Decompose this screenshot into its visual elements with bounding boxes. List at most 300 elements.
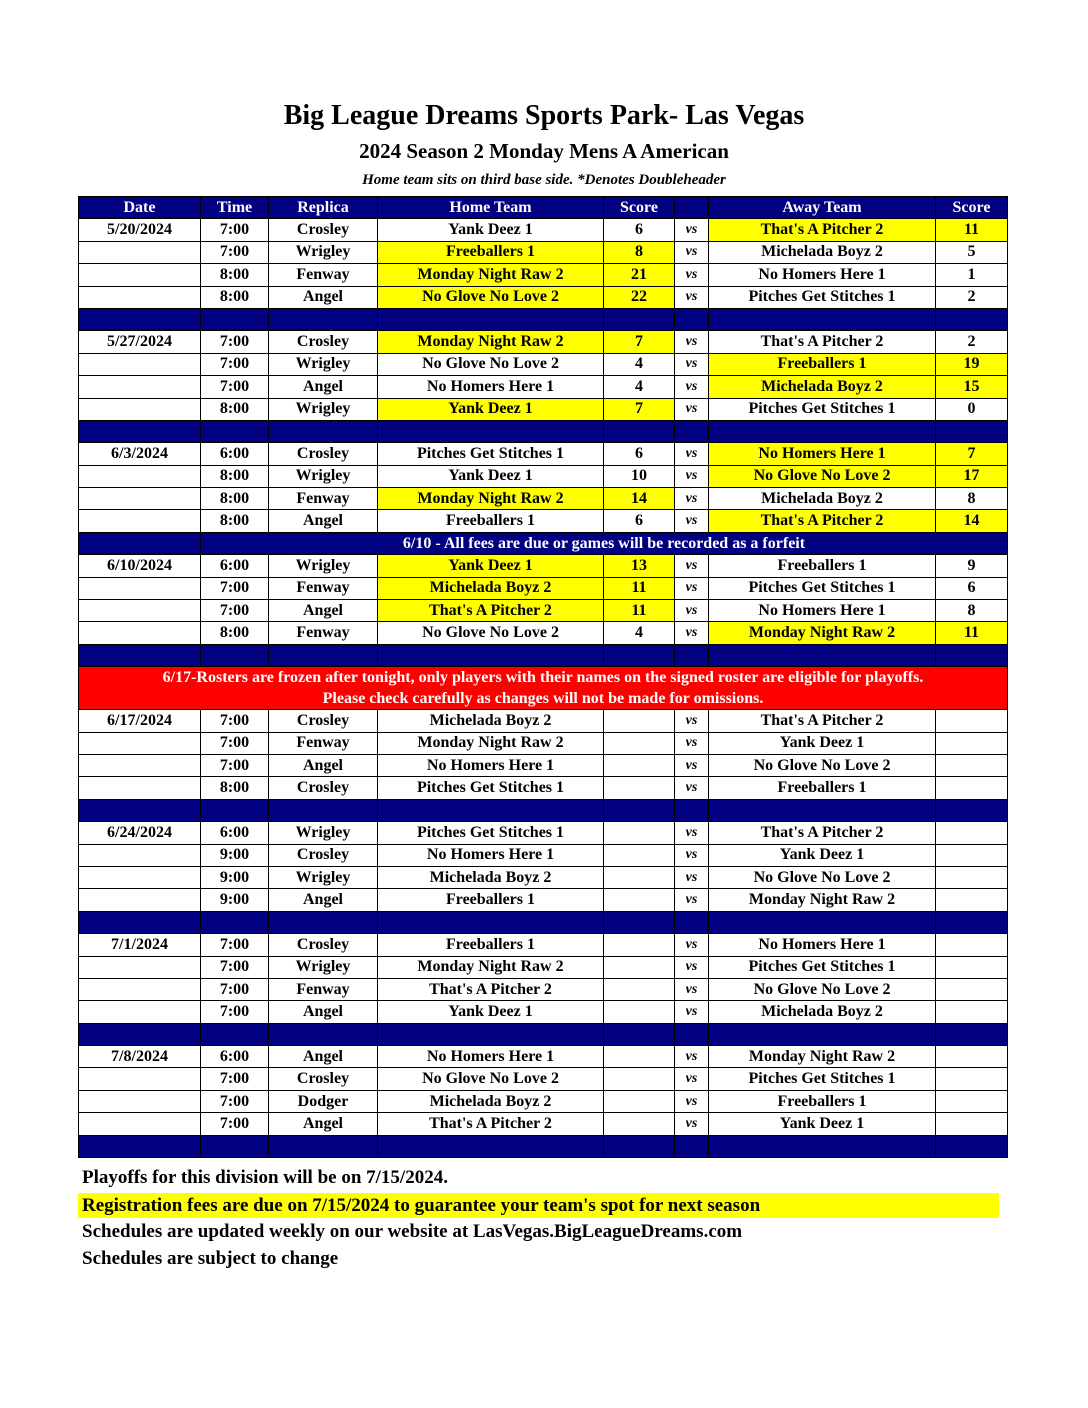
game-date [79, 866, 201, 888]
game-replica-field: Angel [269, 510, 378, 532]
away-score [936, 754, 1008, 776]
away-team: Pitches Get Stitches 1 [709, 286, 936, 308]
game-time: 7:00 [201, 331, 269, 353]
separator-cell [79, 911, 201, 933]
away-team: No Glove No Love 2 [709, 978, 936, 1000]
home-team: No Homers Here 1 [378, 754, 604, 776]
away-score: 14 [936, 510, 1008, 532]
away-score: 8 [936, 600, 1008, 622]
away-team: Freeballers 1 [709, 777, 936, 799]
home-team: That's A Pitcher 2 [378, 600, 604, 622]
game-replica-field: Angel [269, 889, 378, 911]
away-team: Pitches Get Stitches 1 [709, 577, 936, 599]
home-team: Monday Night Raw 2 [378, 264, 604, 286]
game-replica-field: Fenway [269, 622, 378, 644]
home-team: Michelada Boyz 2 [378, 710, 604, 732]
website-notice: Schedules are updated weekly on our website at LasVegas.BigLeagueDreams.com [82, 1221, 743, 1242]
vs-label: vs [675, 510, 709, 532]
game-replica-field: Crosley [269, 934, 378, 956]
vs-label: vs [675, 331, 709, 353]
separator-cell [604, 1023, 675, 1045]
game-time: 7:00 [201, 219, 269, 241]
game-replica-field: Wrigley [269, 956, 378, 978]
away-team: That's A Pitcher 2 [709, 710, 936, 732]
game-replica-field: Crosley [269, 710, 378, 732]
game-date [79, 286, 201, 308]
game-row [79, 398, 1008, 420]
game-date [79, 978, 201, 1000]
vs-label: vs [675, 286, 709, 308]
vs-label: vs [675, 889, 709, 911]
away-score [936, 1068, 1008, 1090]
away-team: Monday Night Raw 2 [709, 1046, 936, 1068]
home-team: Pitches Get Stitches 1 [378, 443, 604, 465]
home-score [604, 1113, 675, 1135]
home-score [604, 844, 675, 866]
separator-cell [675, 644, 709, 666]
away-score: 8 [936, 488, 1008, 510]
separator-cell [79, 644, 201, 666]
away-team: No Glove No Love 2 [709, 754, 936, 776]
playoffs-notice: Playoffs for this division will be on 7/15/2024. [82, 1167, 448, 1188]
home-score [604, 889, 675, 911]
away-score: 1 [936, 264, 1008, 286]
game-replica-field: Fenway [269, 577, 378, 599]
away-score [936, 978, 1008, 1000]
separator-cell [604, 911, 675, 933]
game-time: 7:00 [201, 353, 269, 375]
game-row [79, 1001, 1008, 1023]
away-team: No Glove No Love 2 [709, 866, 936, 888]
game-time: 8:00 [201, 264, 269, 286]
game-row [79, 1090, 1008, 1112]
away-score [936, 844, 1008, 866]
separator-cell [378, 1135, 604, 1157]
home-team: Yank Deez 1 [378, 465, 604, 487]
vs-label: vs [675, 376, 709, 398]
game-row [79, 710, 1008, 732]
away-team: Freeballers 1 [709, 1090, 936, 1112]
home-score [604, 1090, 675, 1112]
away-score [936, 866, 1008, 888]
col-header-home-score: Score [604, 197, 675, 219]
game-replica-field: Crosley [269, 443, 378, 465]
separator-cell [201, 799, 269, 821]
home-score: 6 [604, 443, 675, 465]
game-replica-field: Angel [269, 1113, 378, 1135]
game-row [79, 822, 1008, 844]
away-team: Yank Deez 1 [709, 844, 936, 866]
game-time: 9:00 [201, 866, 269, 888]
home-score: 7 [604, 331, 675, 353]
game-date [79, 956, 201, 978]
home-score: 8 [604, 241, 675, 263]
game-row [79, 622, 1008, 644]
game-date [79, 488, 201, 510]
home-score [604, 1001, 675, 1023]
home-team: Monday Night Raw 2 [378, 331, 604, 353]
vs-label: vs [675, 1001, 709, 1023]
separator-cell [378, 911, 604, 933]
separator-cell [79, 799, 201, 821]
separator-cell [604, 1135, 675, 1157]
roster-alert-line1: 6/17-Rosters are frozen after tonight, only players with their names on the signed roster are eligible for playoffs. [162, 669, 924, 687]
game-row [79, 219, 1008, 241]
away-team: Freeballers 1 [709, 555, 936, 577]
game-row [79, 488, 1008, 510]
separator-cell [269, 799, 378, 821]
game-replica-field: Angel [269, 600, 378, 622]
game-replica-field: Wrigley [269, 241, 378, 263]
vs-label: vs [675, 1046, 709, 1068]
separator-cell [604, 308, 675, 330]
game-replica-field: Fenway [269, 978, 378, 1000]
home-score: 10 [604, 465, 675, 487]
vs-label: vs [675, 465, 709, 487]
game-row [79, 1113, 1008, 1135]
away-team: That's A Pitcher 2 [709, 510, 936, 532]
separator-cell [936, 420, 1008, 442]
away-score: 7 [936, 443, 1008, 465]
week-separator-row [79, 420, 1008, 442]
game-time: 7:00 [201, 956, 269, 978]
vs-label: vs [675, 844, 709, 866]
game-row [79, 754, 1008, 776]
home-score: 11 [604, 577, 675, 599]
vs-label: vs [675, 353, 709, 375]
separator-cell [79, 1135, 201, 1157]
away-team: Michelada Boyz 2 [709, 376, 936, 398]
game-row [79, 934, 1008, 956]
game-row [79, 353, 1008, 375]
away-team: That's A Pitcher 2 [709, 331, 936, 353]
home-score [604, 710, 675, 732]
game-row [79, 264, 1008, 286]
game-replica-field: Crosley [269, 1068, 378, 1090]
away-score: 11 [936, 219, 1008, 241]
roster-alert-row [79, 667, 1008, 710]
separator-cell [675, 1023, 709, 1045]
vs-label: vs [675, 622, 709, 644]
game-replica-field: Angel [269, 376, 378, 398]
away-score [936, 934, 1008, 956]
home-team: That's A Pitcher 2 [378, 978, 604, 1000]
game-date [79, 465, 201, 487]
away-team: No Homers Here 1 [709, 264, 936, 286]
game-time: 6:00 [201, 1046, 269, 1068]
away-team: Pitches Get Stitches 1 [709, 956, 936, 978]
home-team: Yank Deez 1 [378, 555, 604, 577]
separator-cell [378, 420, 604, 442]
separator-cell [79, 308, 201, 330]
separator-cell [675, 1135, 709, 1157]
game-row [79, 866, 1008, 888]
home-score: 14 [604, 488, 675, 510]
game-date [79, 889, 201, 911]
away-team: Michelada Boyz 2 [709, 241, 936, 263]
game-date: 6/10/2024 [79, 555, 201, 577]
game-date: 7/8/2024 [79, 1046, 201, 1068]
away-score: 15 [936, 376, 1008, 398]
home-score: 4 [604, 622, 675, 644]
game-date [79, 1068, 201, 1090]
vs-label: vs [675, 978, 709, 1000]
game-row [79, 1046, 1008, 1068]
vs-label: vs [675, 710, 709, 732]
separator-cell [936, 1135, 1008, 1157]
separator-cell [269, 644, 378, 666]
away-score: 17 [936, 465, 1008, 487]
home-score [604, 822, 675, 844]
game-replica-field: Fenway [269, 732, 378, 754]
home-team: No Homers Here 1 [378, 376, 604, 398]
away-team: No Glove No Love 2 [709, 465, 936, 487]
game-replica-field: Crosley [269, 777, 378, 799]
away-score: 2 [936, 331, 1008, 353]
game-replica-field: Angel [269, 754, 378, 776]
separator-cell [269, 308, 378, 330]
separator-cell [201, 911, 269, 933]
separator-cell [604, 799, 675, 821]
game-time: 7:00 [201, 754, 269, 776]
game-date [79, 754, 201, 776]
game-row [79, 600, 1008, 622]
separator-cell [675, 308, 709, 330]
vs-label: vs [675, 1068, 709, 1090]
separator-cell [709, 1023, 936, 1045]
roster-alert-line2: Please check carefully as changes will not be made for omissions. [322, 690, 764, 708]
vs-label: vs [675, 555, 709, 577]
registration-notice: Registration fees are due on 7/15/2024 to guarantee your team's spot for next season [78, 1193, 999, 1218]
game-time: 9:00 [201, 844, 269, 866]
vs-label: vs [675, 264, 709, 286]
game-replica-field: Wrigley [269, 866, 378, 888]
game-time: 6:00 [201, 555, 269, 577]
home-score: 22 [604, 286, 675, 308]
separator-cell [709, 420, 936, 442]
away-team: That's A Pitcher 2 [709, 822, 936, 844]
game-time: 9:00 [201, 889, 269, 911]
separator-cell [269, 911, 378, 933]
separator-cell [269, 1135, 378, 1157]
game-row [79, 241, 1008, 263]
separator-cell [675, 911, 709, 933]
game-row [79, 978, 1008, 1000]
col-header-vs [675, 197, 709, 219]
week-separator-row [79, 1135, 1008, 1157]
game-time: 7:00 [201, 978, 269, 1000]
away-score: 11 [936, 622, 1008, 644]
fees-notice-row [79, 532, 1008, 554]
home-team: Freeballers 1 [378, 510, 604, 532]
home-score: 4 [604, 376, 675, 398]
home-team: Pitches Get Stitches 1 [378, 777, 604, 799]
game-time: 8:00 [201, 286, 269, 308]
vs-label: vs [675, 754, 709, 776]
game-time: 7:00 [201, 376, 269, 398]
col-header-replica: Replica [269, 197, 378, 219]
home-score: 6 [604, 219, 675, 241]
week-separator-row [79, 1023, 1008, 1045]
home-score [604, 978, 675, 1000]
game-replica-field: Fenway [269, 488, 378, 510]
game-date: 5/27/2024 [79, 331, 201, 353]
home-team: Freeballers 1 [378, 934, 604, 956]
home-score: 13 [604, 555, 675, 577]
home-score: 6 [604, 510, 675, 532]
game-replica-field: Angel [269, 286, 378, 308]
game-date [79, 1113, 201, 1135]
away-team: Pitches Get Stitches 1 [709, 398, 936, 420]
game-replica-field: Wrigley [269, 555, 378, 577]
away-score: 2 [936, 286, 1008, 308]
away-score [936, 822, 1008, 844]
game-time: 8:00 [201, 510, 269, 532]
week-separator-row [79, 799, 1008, 821]
away-score: 0 [936, 398, 1008, 420]
away-score [936, 956, 1008, 978]
home-score [604, 1046, 675, 1068]
game-row [79, 555, 1008, 577]
home-team: No Glove No Love 2 [378, 622, 604, 644]
game-row [79, 956, 1008, 978]
separator-cell [201, 1135, 269, 1157]
separator-cell [269, 420, 378, 442]
separator-cell [675, 420, 709, 442]
game-date [79, 777, 201, 799]
home-score [604, 777, 675, 799]
game-time: 7:00 [201, 600, 269, 622]
schedule-table [78, 196, 1008, 1158]
week-separator-row [79, 644, 1008, 666]
separator-cell [604, 420, 675, 442]
game-date [79, 241, 201, 263]
page-title: Big League Dreams Sports Park- Las Vegas [283, 100, 805, 131]
away-score [936, 1001, 1008, 1023]
col-header-time: Time [201, 197, 269, 219]
vs-label: vs [675, 1090, 709, 1112]
schedule-note: Home team sits on third base side. *Denotes Doubleheader [362, 172, 726, 188]
home-team: No Homers Here 1 [378, 1046, 604, 1068]
game-replica-field: Fenway [269, 264, 378, 286]
home-score: 21 [604, 264, 675, 286]
away-team: Yank Deez 1 [709, 732, 936, 754]
home-team: Freeballers 1 [378, 241, 604, 263]
vs-label: vs [675, 241, 709, 263]
vs-label: vs [675, 934, 709, 956]
game-replica-field: Wrigley [269, 465, 378, 487]
home-team: That's A Pitcher 2 [378, 1113, 604, 1135]
game-time: 8:00 [201, 398, 269, 420]
game-time: 7:00 [201, 1001, 269, 1023]
separator-cell [201, 420, 269, 442]
separator-cell [936, 799, 1008, 821]
game-time: 7:00 [201, 1113, 269, 1135]
game-row [79, 465, 1008, 487]
page-subtitle: 2024 Season 2 Monday Mens A American [359, 139, 729, 163]
home-score: 4 [604, 353, 675, 375]
game-date [79, 376, 201, 398]
vs-label: vs [675, 488, 709, 510]
game-replica-field: Crosley [269, 844, 378, 866]
home-team: Monday Night Raw 2 [378, 956, 604, 978]
game-replica-field: Angel [269, 1001, 378, 1023]
home-score: 7 [604, 398, 675, 420]
game-date [79, 577, 201, 599]
away-score: 19 [936, 353, 1008, 375]
vs-label: vs [675, 956, 709, 978]
game-row [79, 777, 1008, 799]
game-date [79, 622, 201, 644]
separator-cell [675, 799, 709, 821]
game-time: 8:00 [201, 622, 269, 644]
game-date [79, 732, 201, 754]
separator-cell [269, 1023, 378, 1045]
game-time: 7:00 [201, 710, 269, 732]
away-score: 5 [936, 241, 1008, 263]
game-date: 6/24/2024 [79, 822, 201, 844]
away-team: No Homers Here 1 [709, 600, 936, 622]
game-time: 7:00 [201, 1090, 269, 1112]
roster-alert [79, 667, 1008, 710]
away-team: Yank Deez 1 [709, 1113, 936, 1135]
col-header-away-score: Score [936, 197, 1008, 219]
home-score [604, 956, 675, 978]
away-score [936, 1046, 1008, 1068]
game-date [79, 264, 201, 286]
week-separator-row [79, 308, 1008, 330]
game-row [79, 331, 1008, 353]
separator-cell [709, 308, 936, 330]
game-time: 8:00 [201, 488, 269, 510]
away-score [936, 1090, 1008, 1112]
vs-label: vs [675, 777, 709, 799]
game-row [79, 286, 1008, 308]
away-team: Freeballers 1 [709, 353, 936, 375]
game-date: 5/20/2024 [79, 219, 201, 241]
separator-cell [79, 532, 201, 554]
table-header-row [79, 197, 1008, 219]
home-score: 11 [604, 600, 675, 622]
game-date: 7/1/2024 [79, 934, 201, 956]
game-replica-field: Angel [269, 1046, 378, 1068]
vs-label: vs [675, 866, 709, 888]
away-score [936, 1113, 1008, 1135]
separator-cell [201, 1023, 269, 1045]
away-score: 9 [936, 555, 1008, 577]
separator-cell [709, 1135, 936, 1157]
home-team: Michelada Boyz 2 [378, 577, 604, 599]
home-team: Yank Deez 1 [378, 1001, 604, 1023]
game-row [79, 510, 1008, 532]
away-team: Monday Night Raw 2 [709, 622, 936, 644]
separator-cell [378, 308, 604, 330]
col-header-date: Date [79, 197, 201, 219]
home-team: No Glove No Love 2 [378, 1068, 604, 1090]
away-team: Michelada Boyz 2 [709, 488, 936, 510]
home-team: No Glove No Love 2 [378, 286, 604, 308]
game-time: 8:00 [201, 777, 269, 799]
game-row [79, 844, 1008, 866]
home-score [604, 1068, 675, 1090]
home-score [604, 754, 675, 776]
game-time: 6:00 [201, 443, 269, 465]
separator-cell [201, 644, 269, 666]
away-team: That's A Pitcher 2 [709, 219, 936, 241]
fees-notice-text: 6/10 - All fees are due or games will be recorded as a forfeit [201, 532, 1008, 554]
vs-label: vs [675, 443, 709, 465]
game-date: 6/17/2024 [79, 710, 201, 732]
